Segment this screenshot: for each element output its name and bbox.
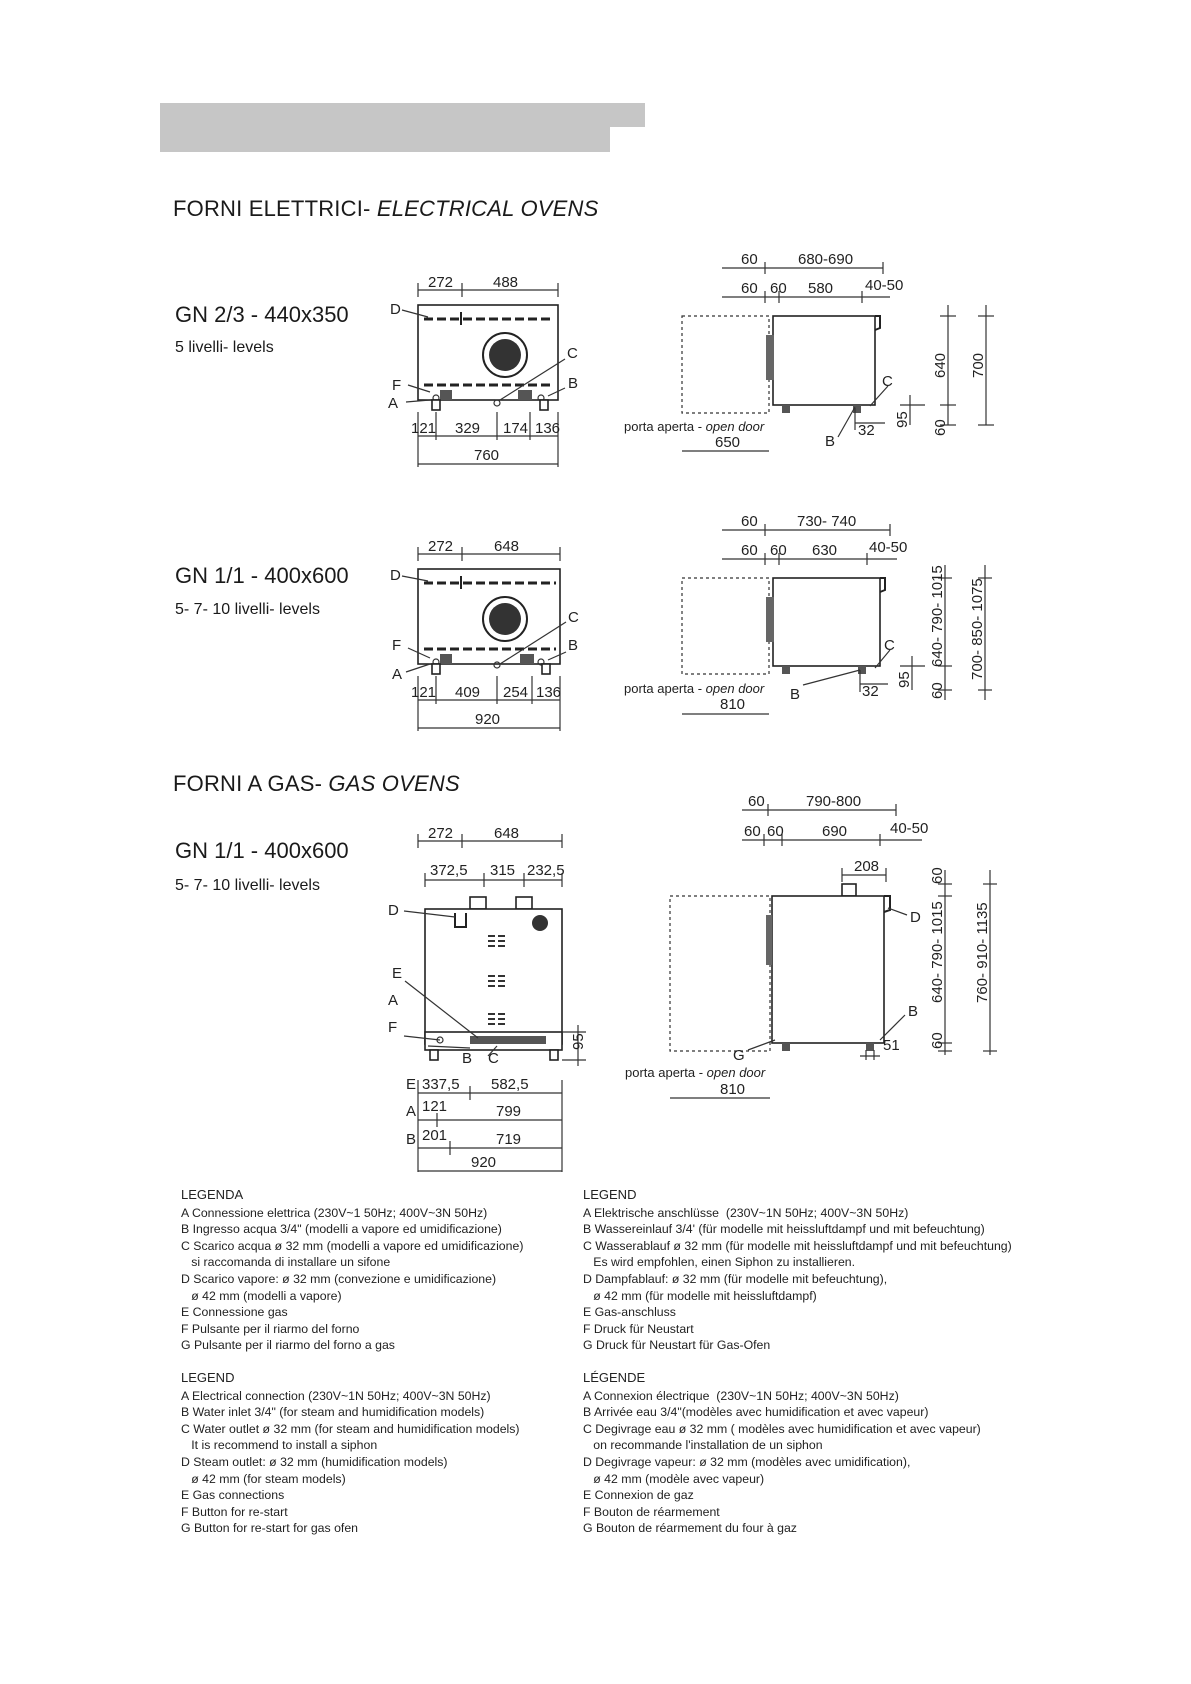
legend-item: D Steam outlet: ø 32 mm (humidification models) (181, 1454, 448, 1469)
label-f: F (392, 637, 402, 654)
dim-text: 272 (428, 825, 454, 842)
dim-text: 121 (411, 684, 437, 701)
legend-title: LEGEND (583, 1187, 637, 1202)
dim-text: 95 (896, 671, 913, 688)
legend-item: E Connexion de gaz (583, 1488, 694, 1503)
dim-text: 648 (494, 825, 520, 842)
dim-text: 51 (883, 1037, 900, 1054)
dim-text: 60 (770, 280, 787, 297)
model-levels-3: 5- 7- 10 livelli- levels (175, 877, 320, 894)
door-note (624, 419, 765, 434)
door-note (624, 681, 765, 696)
label-a: A (388, 992, 399, 1009)
side-view-2 (624, 513, 992, 714)
dim-text: 40-50 (890, 820, 929, 837)
dim-text: 60 (770, 542, 787, 559)
legend-item: C Wasserablauf ø 32 mm (für modelle mit heissluftdampf und mit befeuchtung) (583, 1238, 1012, 1253)
door-note-it: porta aperta - (624, 681, 706, 696)
dim-text: 760 (474, 447, 500, 464)
model-levels-1: 5 livelli- levels (175, 339, 274, 356)
dim-text: 372,5 (430, 862, 468, 879)
legend-italian (181, 1187, 523, 1354)
dim-text: 60 (929, 1032, 946, 1049)
model-title-3: GN 1/1 - 400x600 (175, 838, 349, 863)
dim-text: 40-50 (869, 539, 908, 556)
legend-item: A Electrical connection (230V~1N 50Hz; 400V~3N 50Hz) (181, 1388, 491, 1403)
dim-text: 95 (894, 411, 911, 428)
dim-text: 650 (715, 434, 741, 451)
door-note-en: open door (706, 1065, 766, 1080)
legend-item: ø 42 mm (modèle avec vapeur) (583, 1471, 765, 1486)
dim-text: 810 (720, 696, 746, 713)
dim-text: 60 (929, 867, 946, 884)
label-b: B (462, 1050, 473, 1067)
door-note-it: porta aperta - (624, 419, 706, 434)
dim-text: 60 (741, 513, 758, 530)
model-title-1: GN 2/3 - 440x350 (175, 302, 349, 327)
dim-text: 232,5 (527, 862, 565, 879)
dim-text: 719 (496, 1131, 522, 1148)
model-levels-2: 5- 7- 10 livelli- levels (175, 601, 320, 618)
legend-item: F Druck für Neustart (583, 1321, 694, 1336)
legend-item: A Connexion électrique (230V~1N 50Hz; 400V~3N 50Hz) (583, 1388, 899, 1403)
label-a: A (406, 1103, 417, 1120)
dim-text: 40-50 (865, 277, 904, 294)
label-b: B (568, 375, 579, 392)
label-d: D (390, 567, 401, 584)
dim-text: 760- 910- 1135 (974, 902, 991, 1003)
dim-text: 32 (858, 422, 875, 439)
legend-title: LEGEND (181, 1370, 235, 1385)
legend-item: G Druck für Neustart für Gas-Ofen (583, 1338, 771, 1353)
legend-item: C Water outlet ø 32 mm (for steam and humidification models) (181, 1421, 520, 1436)
model-title-2: GN 1/1 - 400x600 (175, 563, 349, 588)
legend-french (583, 1370, 981, 1537)
legend-item: A Elektrische anschlüsse (230V~1N 50Hz; 400V~3N 50Hz) (583, 1205, 909, 1220)
dim-text: 582,5 (491, 1076, 529, 1093)
label-a: A (388, 395, 399, 412)
dim-text: 680-690 (798, 251, 854, 268)
label-f: F (388, 1019, 398, 1036)
dim-text: 648 (494, 538, 520, 555)
dim-text: 730- 740 (797, 513, 857, 530)
label-b: B (406, 1131, 417, 1148)
legend-item: B Arrivée eau 3/4"(modèles avec humidification et avec vapeur) (583, 1405, 929, 1420)
gas-section-title: FORNI A GAS- GAS OVENS (173, 771, 460, 796)
dim-text: 121 (422, 1098, 448, 1115)
legend-item: D Dampfablauf: ø 32 mm (für modelle mit befeuchtung), (583, 1271, 888, 1286)
label-f: F (392, 377, 402, 394)
dim-text: 810 (720, 1081, 746, 1098)
legend-item: on recommande l'installation de un siphon (583, 1438, 823, 1453)
label-g: G (733, 1047, 745, 1064)
dim-text: 60 (741, 280, 758, 297)
dim-text: 32 (862, 683, 879, 700)
legend-title: LEGENDA (181, 1187, 244, 1202)
label-c: C (882, 373, 893, 390)
label-b: B (908, 1003, 919, 1020)
dim-text: 920 (471, 1154, 497, 1171)
legend-item: G Pulsante per il riarmo del forno a gas (181, 1338, 395, 1353)
label-d: D (390, 301, 401, 318)
dim-text: 60 (929, 682, 946, 699)
legend-item: G Button for re-start for gas ofen (181, 1521, 359, 1536)
dim-text: 60 (741, 542, 758, 559)
label-d: D (388, 902, 399, 919)
dim-text: 640 (932, 352, 949, 378)
electric-section-title: FORNI ELETTRICI- ELECTRICAL OVENS (173, 196, 599, 221)
dim-text: 208 (854, 858, 880, 875)
label-c: C (884, 637, 895, 654)
dim-text: 700- 850- 1075 (969, 578, 986, 680)
dim-text: 799 (496, 1103, 522, 1120)
legend-item: E Connessione gas (181, 1305, 288, 1320)
legend-item: B Water inlet 3/4" (for steam and humidification models) (181, 1405, 485, 1420)
side-view-1 (624, 251, 994, 451)
legend-german (583, 1187, 1012, 1354)
dim-text: 315 (490, 862, 516, 879)
dim-text: 60 (741, 251, 758, 268)
dim-text: 60 (932, 419, 949, 436)
dim-text: 272 (428, 538, 454, 555)
legend-item: ø 42 mm (for steam models) (181, 1471, 346, 1486)
legend-item: B Ingresso acqua 3/4" (modelli a vapore ed umidificazione) (181, 1222, 502, 1237)
label-d: D (910, 909, 921, 926)
dim-text: 95 (570, 1033, 587, 1050)
legend-item: ø 42 mm (für modelle mit heissluftdampf) (583, 1288, 817, 1303)
legend-item: It is recommend to install a siphon (181, 1438, 378, 1453)
label-b: B (568, 637, 579, 654)
front-view-1 (388, 274, 578, 467)
legend-item: B Wassereinlauf 3/4' (für modelle mit heissluftdampf und mit befeuchtung) (583, 1222, 985, 1237)
label-e: E (392, 965, 403, 982)
dim-text: 174 (503, 420, 529, 437)
legend-title: LÉGENDE (583, 1370, 646, 1385)
dim-text: 337,5 (422, 1076, 460, 1093)
legend-item: C Scarico acqua ø 32 mm (modelli a vapore ed umidificazione) (181, 1238, 524, 1253)
legend-item: D Degivrage vapeur: ø 32 mm (modèles avec umidification), (583, 1454, 911, 1469)
label-b: B (825, 433, 836, 450)
dim-text: 488 (493, 274, 519, 291)
door-note-en: open door (705, 419, 765, 434)
front-view-2 (390, 538, 579, 731)
dim-text: 201 (422, 1127, 448, 1144)
dim-text: 60 (744, 823, 761, 840)
label-c: C (488, 1050, 499, 1067)
dim-text: 272 (428, 274, 454, 291)
door-note-en: open door (705, 681, 765, 696)
legend-item: F Bouton de réarmement (583, 1504, 720, 1519)
dim-text: 920 (475, 711, 501, 728)
label-b: B (790, 686, 801, 703)
label-c: C (567, 345, 578, 362)
legend-item: D Scarico vapore: ø 32 mm (convezione e umidificazione) (181, 1271, 497, 1286)
legend-item: A Connessione elettrica (230V~1 50Hz; 400V~3N 50Hz) (181, 1205, 488, 1220)
legend-item: F Button for re-start (181, 1504, 288, 1519)
dim-text: 60 (748, 793, 765, 810)
dim-text: 790-800 (806, 793, 862, 810)
legend-item: Es wird empfohlen, einen Siphon zu installieren. (583, 1255, 856, 1270)
dim-text: 60 (767, 823, 784, 840)
dim-text: 700 (970, 352, 987, 378)
legend-item: F Pulsante per il riarmo del forno (181, 1321, 360, 1336)
label-c: C (568, 609, 579, 626)
dim-text: 136 (536, 684, 562, 701)
door-note-it: porta aperta - (625, 1065, 707, 1080)
legend-english (181, 1370, 520, 1537)
label-e: E (406, 1076, 417, 1093)
legend-item: ø 42 mm (modelli a vapore) (181, 1288, 342, 1303)
dim-text: 136 (535, 420, 561, 437)
legend-item: E Gas-anschluss (583, 1305, 676, 1320)
dim-text: 409 (455, 684, 481, 701)
dim-text: 640- 790- 1015 (929, 901, 946, 1003)
legend-item: si raccomanda di installare un sifone (181, 1255, 391, 1270)
legend-item: G Bouton de réarmement du four à gaz (583, 1521, 797, 1536)
dim-text: 580 (808, 280, 834, 297)
dim-text: 254 (503, 684, 529, 701)
door-note (625, 1065, 766, 1080)
dim-text: 121 (411, 420, 437, 437)
legend-item: E Gas connections (181, 1488, 285, 1503)
front-view-3 (388, 825, 587, 1172)
dim-text: 640- 790- 1015 (929, 565, 946, 667)
dim-text: 630 (812, 542, 838, 559)
dim-text: 690 (822, 823, 848, 840)
legend-item: C Degivrage eau ø 32 mm ( modèles avec humidification et avec vapeur) (583, 1421, 981, 1436)
dim-text: 329 (455, 420, 481, 437)
side-view-3 (625, 793, 997, 1098)
label-a: A (392, 666, 403, 683)
